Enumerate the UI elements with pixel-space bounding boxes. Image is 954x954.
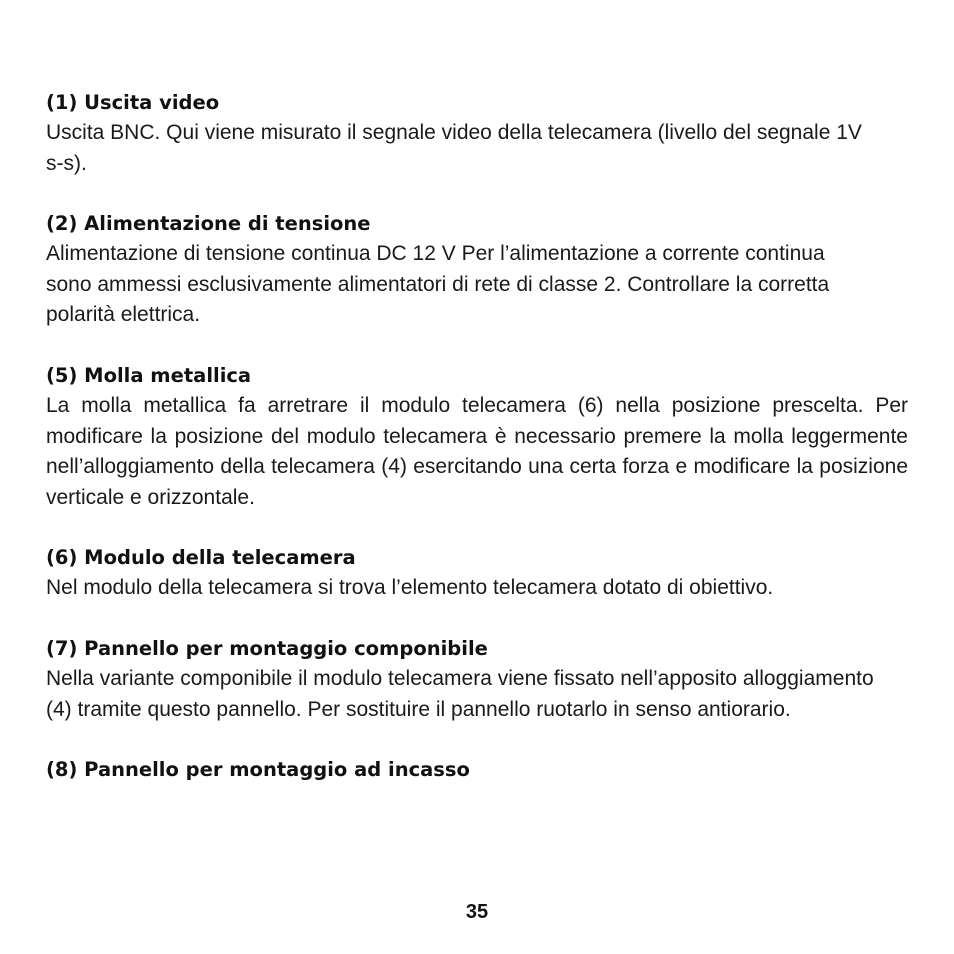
- section-heading: (8) Pannello per montaggio ad incasso: [46, 758, 470, 782]
- section-pannello-incasso: [46, 755, 908, 785]
- section-alimentazione: [46, 209, 908, 331]
- section-heading: (7) Pannello per montaggio componibile: [46, 636, 488, 660]
- section-text: La molla metallica fa arretrare il modulo telecamera (6) nella posizione prescelta. Per modificare la posizione del modulo telecamera è necessario premere la molla leggermente nell’alloggiamento della telecamera (4) esercitando una certa forza e modificare la posizione verticale e orizzontale.: [46, 393, 908, 509]
- section-modulo-telecamera: [46, 543, 908, 604]
- section-pannello-componibile: [46, 634, 908, 725]
- section-heading: (5) Molla metallica: [46, 363, 252, 387]
- section-text: Nella variante componibile il modulo telecamera viene fissato nell’apposito alloggiamento (4) tramite questo pannello. Per sostituire il pannello ruotarlo in senso antiorario.: [46, 666, 874, 721]
- section-text: Uscita BNC. Qui viene misurato il segnale video della telecamera (livello del segnale 1V s-s).: [46, 121, 862, 175]
- section-uscita-video: [46, 88, 908, 179]
- section-heading: (1) Uscita video: [46, 91, 220, 114]
- section-text: Alimentazione di tensione continua DC 12 V Per l’alimentazione a corrente continua sono ammessi esclusivamente alimentatori di rete di classe 2. Controllare la corretta polarità elettrica.: [46, 242, 830, 327]
- section-heading: (6) Modulo della telecamera: [46, 546, 356, 570]
- section-heading: (2) Alimentazione di tensione: [46, 212, 371, 236]
- section-molla-metallica: [46, 361, 908, 513]
- document-body: [46, 88, 908, 815]
- page-number: 35: [465, 901, 489, 923]
- section-text: Nel modulo della telecamera si trova l’elemento telecamera dotato di obiettivo.: [46, 576, 774, 600]
